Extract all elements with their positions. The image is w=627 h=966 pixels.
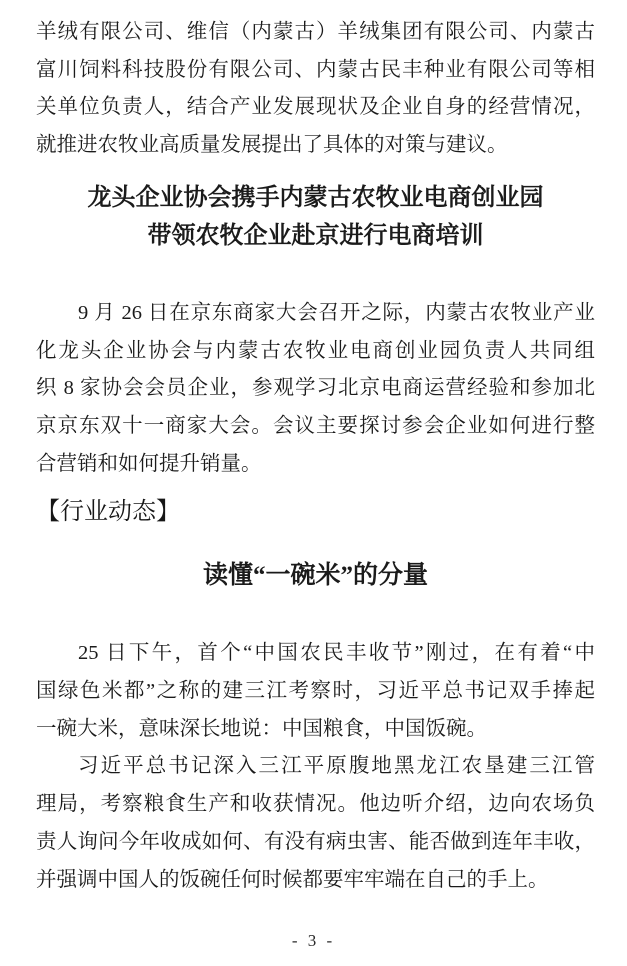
paragraph-harvest-festival: [36, 635, 595, 748]
heading-line: 带领农牧企业赴京进行电商培训: [147, 222, 484, 249]
text-line: 化龙头企业协会与内蒙古农牧业电商创业园负责人共同组: [36, 339, 595, 362]
text-line: 京京东双十一商家大会。会议主要探讨参会企业如何进行整: [36, 414, 595, 437]
heading-ecommerce-training: [36, 179, 595, 255]
page-number: - 3 -: [291, 931, 336, 950]
text-line: 关单位负责人，结合产业发展现状及企业自身的经营情况，: [36, 96, 595, 119]
text-line: 25 日下午，首个“中国农民丰收节”刚过，在有着“中: [78, 642, 595, 665]
text-line: 羊绒有限公司、维信（内蒙古）羊绒集团有限公司、内蒙古: [36, 21, 595, 43]
text-line: 织 8 家协会会员企业，参观学习北京电商运营经验和参加北: [36, 377, 595, 400]
text-line: 富川饲料科技股份有限公司、内蒙古民丰种业有限公司等相: [36, 58, 595, 81]
section-label-industry-news: 【行业动态】: [36, 498, 180, 526]
text-line: 理局，考察粮食生产和收获情况。他边听介绍，边向农场负: [36, 793, 595, 816]
text-line: 责人询问今年收成如何、有没有病虫害、能否做到连年丰收，: [36, 830, 595, 853]
text-line: 合营销和如何提升销量。: [36, 452, 262, 475]
text-line: 国绿色米都”之称的建三江考察时，习近平总书记双手捧起: [36, 680, 595, 703]
text-line: 9 月 26 日在京东商家大会召开之际，内蒙古农牧业产业: [78, 301, 595, 324]
heading-bowl-of-rice: 读懂“一碗米”的分量: [202, 562, 428, 590]
paragraph-jd-conference: [36, 295, 595, 484]
paragraph-jiansanjiang-inspection: [36, 748, 595, 899]
heading-line: 龙头企业协会携手内蒙古农牧业电商创业园: [87, 184, 544, 211]
paragraph-companies: [36, 14, 595, 165]
text-line: 一碗大米，意味深长地说：中国粮食，中国饭碗。: [36, 717, 487, 740]
page-body: [36, 14, 595, 899]
text-line: 并强调中国人的饭碗任何时候都要牢牢端在自己的手上。: [36, 868, 549, 891]
text-line: 习近平总书记深入三江平原腹地黑龙江农垦建三江管: [78, 755, 595, 778]
text-line: 就推进农牧业高质量发展提出了具体的对策与建议。: [36, 134, 508, 157]
